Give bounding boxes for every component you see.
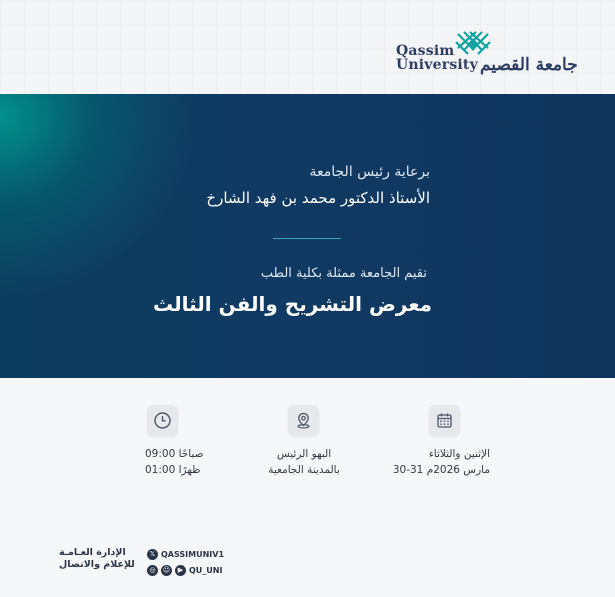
location-line1: البهو الرئيس bbox=[276, 448, 332, 460]
date-info bbox=[390, 446, 490, 478]
social-row-others[interactable] bbox=[147, 563, 224, 577]
logo-arabic-text: جامعة القصيم bbox=[480, 55, 578, 75]
event-banner bbox=[0, 94, 615, 378]
time-end: 01:00 ظهرًا bbox=[145, 464, 201, 476]
patronage-text: برعاية رئيس الجامعة bbox=[309, 164, 430, 180]
organizer-text: تقيم الجامعة ممثلة بكلية الطب bbox=[260, 266, 427, 281]
event-title: معرض التشريح والفن الثالث bbox=[152, 292, 432, 316]
logo-en-line2: University bbox=[396, 57, 478, 73]
date-range: 30-31 مارس 2026م bbox=[392, 464, 490, 476]
location-info bbox=[264, 446, 344, 478]
social-handle[interactable]: QU_UNI bbox=[189, 565, 223, 575]
social-row-x[interactable] bbox=[147, 547, 224, 561]
header bbox=[0, 0, 615, 94]
divider-line bbox=[273, 238, 341, 239]
location-icon-box bbox=[288, 405, 319, 436]
youtube-icon: ▶ bbox=[175, 565, 186, 576]
x-icon: 𝕏 bbox=[147, 549, 158, 560]
footer bbox=[59, 547, 225, 577]
university-logo[interactable] bbox=[394, 30, 578, 82]
social-handles bbox=[147, 547, 224, 579]
instagram-icon: ◎ bbox=[147, 565, 158, 576]
date-icon-box bbox=[429, 405, 460, 436]
department-line2: للإعلام والاتصال bbox=[59, 559, 135, 570]
patron-name: الأستاذ الدكتور محمد بن فهد الشارخ bbox=[206, 189, 430, 207]
location-line2: بالمدينة الجامعية bbox=[268, 464, 340, 476]
department-name bbox=[59, 547, 135, 571]
logo-en-line1: Qassim bbox=[396, 43, 455, 59]
snapchat-icon: ☺ bbox=[162, 565, 171, 574]
time-start: 09:00 صباحًا bbox=[145, 448, 204, 460]
date-days: الإثنين والثلاثاء bbox=[428, 448, 490, 460]
clock-icon bbox=[153, 411, 172, 430]
time-icon-box bbox=[147, 405, 178, 436]
department-line1: الإدارة العـامـة bbox=[59, 547, 126, 558]
time-info bbox=[145, 446, 204, 478]
x-handle[interactable]: QASSIMUNIV1 bbox=[161, 549, 225, 559]
calendar-icon bbox=[435, 411, 454, 430]
location-pin-icon bbox=[294, 411, 313, 430]
